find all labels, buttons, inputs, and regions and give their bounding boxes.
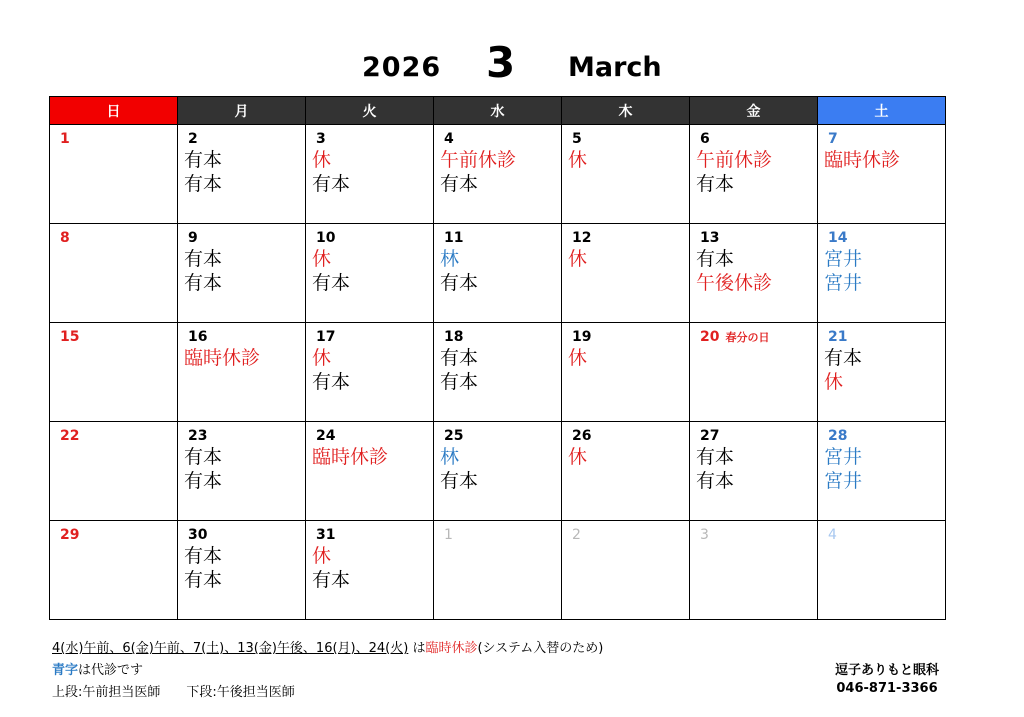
- day-number: [316, 329, 433, 346]
- day-number: [700, 329, 817, 346]
- calendar-day-cell: [818, 125, 946, 224]
- calendar-day-cell: [50, 323, 178, 422]
- day-number: [700, 428, 817, 445]
- doctor-entry: 臨時休診: [184, 347, 261, 369]
- day-number: [188, 230, 305, 247]
- calendar-day-cell: [50, 521, 178, 620]
- day-number: [572, 428, 689, 445]
- doctor-entry: 有本: [184, 470, 223, 492]
- doctor-entry: 有本: [184, 569, 223, 591]
- day-number-text: 6: [700, 131, 710, 147]
- day-number-text: 10: [316, 230, 336, 246]
- day-number-text: 11: [444, 230, 464, 246]
- day-number: [444, 131, 561, 148]
- calendar-day-cell: [690, 323, 818, 422]
- doctor-entry: 宮井: [824, 446, 863, 468]
- day-number: [444, 329, 561, 346]
- day-number: [572, 329, 689, 346]
- doctor-entry: 有本: [696, 173, 735, 195]
- doctor-entry: 有本: [440, 272, 479, 294]
- day-number-text: 2: [572, 527, 581, 543]
- calendar-day-cell: [818, 422, 946, 521]
- doctor-entry: 有本: [824, 347, 863, 369]
- day-number: [444, 230, 561, 247]
- day-number-text: 18: [444, 329, 464, 345]
- day-number: [700, 131, 817, 148]
- doctor-entry: 有本: [184, 272, 223, 294]
- closure-note: [52, 637, 603, 656]
- doctor-entry: 有本: [184, 545, 223, 567]
- header-month-english: March: [568, 52, 662, 83]
- weekday-header-friday: 金: [690, 97, 818, 125]
- day-number-text: 30: [188, 527, 208, 543]
- day-number-text: 23: [188, 428, 208, 444]
- doctor-entry: 有本: [184, 173, 223, 195]
- day-number-text: 17: [316, 329, 336, 345]
- substitute-note: [52, 659, 143, 678]
- calendar-day-cell: [690, 422, 818, 521]
- day-number-text: 31: [316, 527, 336, 543]
- day-number: [188, 428, 305, 445]
- day-number: [700, 527, 817, 544]
- doctor-entry: 有本: [312, 173, 351, 195]
- calendar-day-cell: [434, 224, 562, 323]
- day-number: [188, 329, 305, 346]
- day-number-text: 19: [572, 329, 592, 345]
- doctor-entry: 休: [568, 149, 588, 171]
- closure-note-mid: は: [408, 641, 426, 656]
- calendar-grid: [49, 96, 946, 620]
- closure-note-reason: (システム入替のため): [477, 641, 604, 656]
- weekday-header-wednesday: 水: [434, 97, 562, 125]
- calendar-day-cell: [178, 422, 306, 521]
- calendar-day-cell: [434, 521, 562, 620]
- doctor-entry: 有本: [440, 347, 479, 369]
- day-number-text: 25: [444, 428, 464, 444]
- day-number: [828, 230, 945, 247]
- day-number-text: 12: [572, 230, 592, 246]
- doctor-entry: 休: [568, 248, 588, 270]
- day-number-text: 24: [316, 428, 336, 444]
- doctor-entry: 有本: [184, 149, 223, 171]
- calendar-day-cell: [690, 521, 818, 620]
- doctor-entry: 休: [312, 545, 332, 567]
- doctor-entry: 有本: [312, 371, 351, 393]
- day-number-text: 15: [60, 329, 80, 345]
- day-number-text: 16: [188, 329, 208, 345]
- doctor-entry: 宮井: [824, 248, 863, 270]
- calendar-day-cell: [434, 125, 562, 224]
- day-number-text: 1: [444, 527, 453, 543]
- calendar-day-cell: [562, 224, 690, 323]
- day-number-text: 4: [828, 527, 837, 543]
- day-number-text: 29: [60, 527, 80, 543]
- calendar-day-cell: [818, 323, 946, 422]
- header-year: 2026: [362, 52, 442, 83]
- calendar-week-row: [50, 323, 946, 422]
- calendar-day-cell: [306, 521, 434, 620]
- doctor-entry: 宮井: [824, 470, 863, 492]
- header-month-number: 3: [486, 38, 516, 87]
- day-number-text: 28: [828, 428, 848, 444]
- doctor-entry: 有本: [696, 470, 735, 492]
- doctor-row-legend: 上段:午前担当医師 下段:午後担当医師: [52, 685, 295, 700]
- day-number-text: 20: [700, 329, 720, 345]
- day-number-text: 13: [700, 230, 720, 246]
- day-number: [572, 527, 689, 544]
- calendar-day-cell: [818, 224, 946, 323]
- weekday-header-monday: 月: [178, 97, 306, 125]
- calendar-header: [0, 38, 1024, 98]
- calendar-day-cell: [306, 323, 434, 422]
- day-number: [60, 428, 177, 445]
- doctor-entry: 午後休診: [696, 272, 773, 294]
- calendar-day-cell: [690, 125, 818, 224]
- doctor-entry: 休: [312, 149, 332, 171]
- doctor-entry: 宮井: [824, 272, 863, 294]
- calendar-day-cell: [306, 422, 434, 521]
- day-number-text: 22: [60, 428, 80, 444]
- substitute-note-blue: 青字: [52, 663, 79, 678]
- day-number: [316, 527, 433, 544]
- day-number: [828, 329, 945, 346]
- calendar-day-cell: [306, 125, 434, 224]
- doctor-entry: 有本: [696, 248, 735, 270]
- doctor-entry: 休: [312, 248, 332, 270]
- day-number: [60, 131, 177, 148]
- calendar-day-cell: [562, 125, 690, 224]
- holiday-label: 春分の日: [725, 331, 770, 344]
- calendar-day-cell: [50, 422, 178, 521]
- doctor-entry: 有本: [312, 569, 351, 591]
- clinic-phone: 046-871-3366: [836, 681, 938, 696]
- doctor-entry: 午前休診: [696, 149, 773, 171]
- clinic-name: 逗子ありもと眼科: [834, 663, 939, 678]
- calendar-day-cell: [434, 422, 562, 521]
- doctor-entry: 午前休診: [440, 149, 517, 171]
- day-number-text: 8: [60, 230, 70, 246]
- day-number: [188, 131, 305, 148]
- doctor-entry: 有本: [440, 173, 479, 195]
- calendar-day-cell: [306, 224, 434, 323]
- doctor-entry: 有本: [440, 371, 479, 393]
- weekday-header-saturday: 土: [818, 97, 946, 125]
- day-number: [700, 230, 817, 247]
- weekday-header-thursday: 木: [562, 97, 690, 125]
- calendar-week-row: [50, 422, 946, 521]
- calendar-day-cell: [690, 224, 818, 323]
- calendar-day-cell: [50, 224, 178, 323]
- doctor-entry: 休: [824, 371, 844, 393]
- calendar-day-cell: [434, 323, 562, 422]
- weekday-header-tuesday: 火: [306, 97, 434, 125]
- day-number-text: 4: [444, 131, 454, 147]
- day-number-text: 3: [316, 131, 326, 147]
- calendar-day-cell: [178, 323, 306, 422]
- day-number-text: 26: [572, 428, 592, 444]
- calendar-day-cell: [818, 521, 946, 620]
- doctor-entry: 有本: [312, 272, 351, 294]
- day-number-text: 14: [828, 230, 848, 246]
- day-number: [572, 230, 689, 247]
- day-number: [444, 428, 561, 445]
- doctor-entry: 有本: [184, 446, 223, 468]
- weekday-header-sunday: 日: [50, 97, 178, 125]
- calendar-day-cell: [50, 125, 178, 224]
- doctor-entry: 有本: [440, 470, 479, 492]
- doctor-entry: 有本: [184, 248, 223, 270]
- doctor-entry: 臨時休診: [824, 149, 901, 171]
- doctor-entry: 林: [440, 248, 460, 270]
- day-number-text: 3: [700, 527, 709, 543]
- day-number-text: 5: [572, 131, 582, 147]
- day-number-text: 7: [828, 131, 838, 147]
- day-number-text: 1: [60, 131, 70, 147]
- calendar-day-cell: [178, 521, 306, 620]
- day-number: [828, 428, 945, 445]
- doctor-entry: 林: [440, 446, 460, 468]
- day-number: [60, 230, 177, 247]
- closure-note-closed: 臨時休診: [425, 641, 478, 656]
- calendar-day-cell: [562, 521, 690, 620]
- day-number: [828, 527, 945, 544]
- calendar-day-cell: [562, 422, 690, 521]
- calendar-day-cell: [178, 125, 306, 224]
- day-number-text: 27: [700, 428, 720, 444]
- calendar-day-cell: [562, 323, 690, 422]
- day-number: [572, 131, 689, 148]
- day-number: [60, 329, 177, 346]
- calendar-week-row: [50, 125, 946, 224]
- weekday-header-row: [50, 97, 946, 125]
- doctor-entry: 臨時休診: [312, 446, 389, 468]
- substitute-note-rest: は代診です: [78, 663, 144, 678]
- day-number-text: 9: [188, 230, 198, 246]
- doctor-entry: 休: [568, 347, 588, 369]
- day-number: [60, 527, 177, 544]
- day-number: [316, 131, 433, 148]
- calendar-week-row: [50, 224, 946, 323]
- day-number: [316, 428, 433, 445]
- day-number-text: 21: [828, 329, 848, 345]
- calendar-week-row: [50, 521, 946, 620]
- day-number: [828, 131, 945, 148]
- day-number: [444, 527, 561, 544]
- day-number: [188, 527, 305, 544]
- doctor-entry: 有本: [696, 446, 735, 468]
- doctor-entry: 休: [312, 347, 332, 369]
- closure-note-dates: 4(水)午前、6(金)午前、7(土)、13(金)午後、16(月)、24(火): [52, 641, 409, 656]
- calendar-day-cell: [178, 224, 306, 323]
- doctor-entry: 休: [568, 446, 588, 468]
- day-number: [316, 230, 433, 247]
- day-number-text: 2: [188, 131, 198, 147]
